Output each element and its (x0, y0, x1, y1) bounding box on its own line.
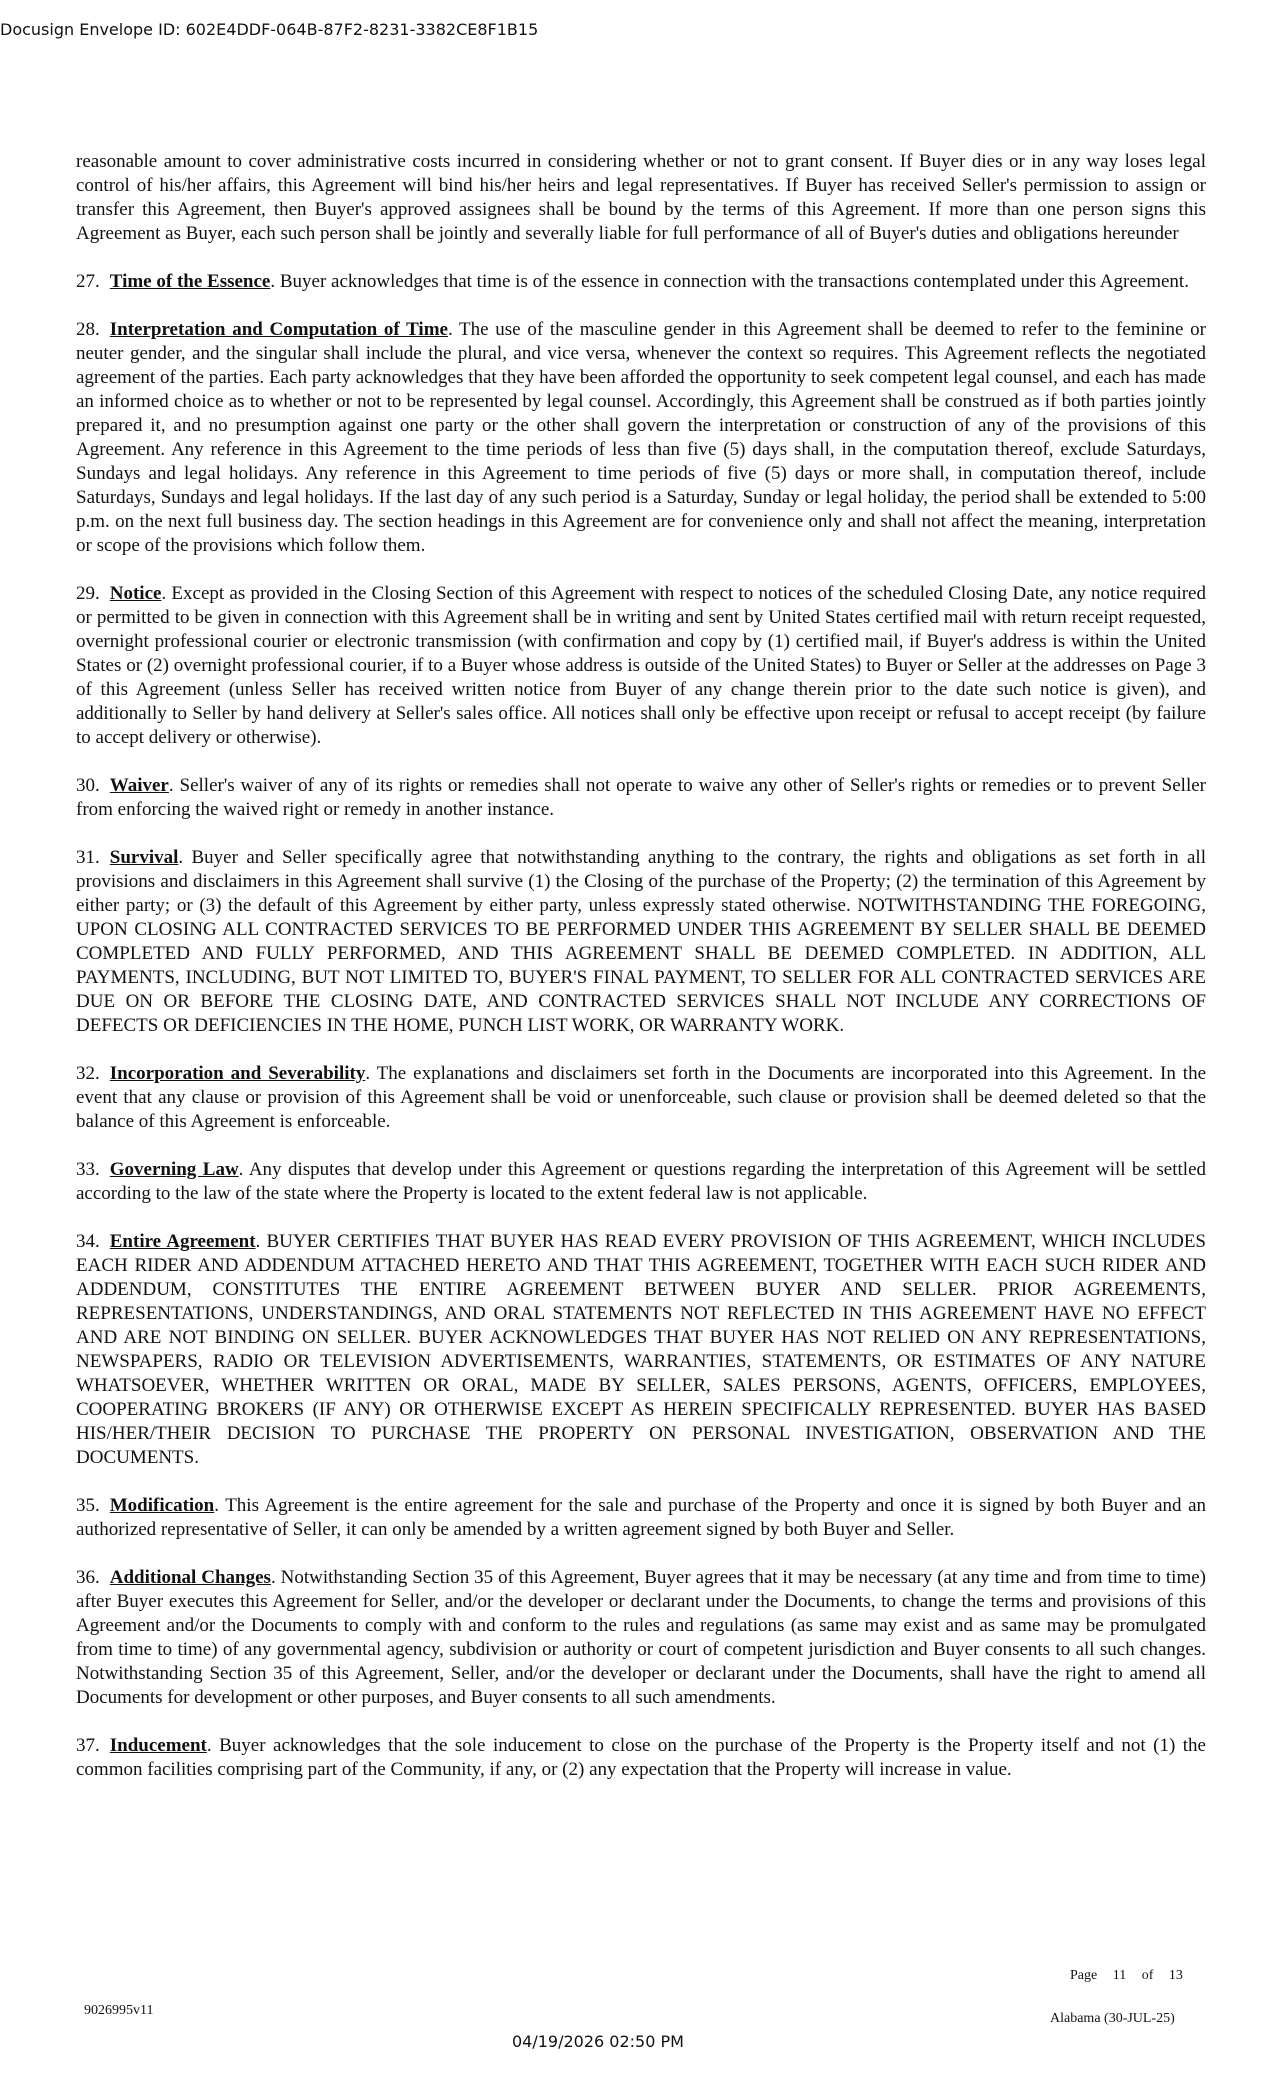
section-text: . Seller's waiver of any of its rights or remedies shall not operate to waive any other of Seller's rights or remedies or to prevent Seller from enforcing the waived right or remedy in another instance. (76, 775, 1206, 820)
section-paragraph (76, 318, 1206, 558)
section-number: 28. (76, 319, 100, 340)
section-number: 30. (76, 775, 100, 796)
section-paragraph (76, 1734, 1206, 1782)
envelope-id: Docusign Envelope ID: 602E4DDF-064B-87F2-8231-3382CE8F1B15 (0, 20, 539, 39)
section-text: . Any disputes that develop under this Agreement or questions regarding the interpretation of this Agreement will be settled according to the law of the state where the Property is located to the extent federal law is not applicable. (76, 1159, 1206, 1204)
section-heading: Inducement (109, 1735, 207, 1756)
section-paragraph (76, 1230, 1206, 1470)
section-text: . Notwithstanding Section 35 of this Agreement, Buyer agrees that it may be necessary (at any time and from time to time) after Buyer executes this Agreement for Seller, and/or the developer or declarant under the Documents, to change the terms and provisions of this Agreement and/or the Documents to comply with and conform to the rules and regulations (as same may exist and as same may be promulgated from time to time) of any governmental agency, subdivision or authority or court of competent jurisdiction and Buyer consents to all such changes. Notwithstanding Section 35 of this Agreement, Seller, and/or the developer or declarant under the Documents, shall have the right to amend all Documents for development or other purposes, and Buyer consents to all such amendments. (76, 1567, 1206, 1708)
section-heading: Notice (109, 583, 162, 604)
section-heading: Additional Changes (109, 1567, 271, 1588)
section-paragraph (76, 1494, 1206, 1542)
page-of: of (1141, 1968, 1154, 1983)
section-text: . Buyer acknowledges that the sole inducement to close on the purchase of the Property is the Property itself and not (1) the common facilities comprising part of the Community, if any, or (2) any expectation that the Property will increase in value. (76, 1735, 1206, 1780)
sections-list (76, 270, 1206, 1782)
section-number: 31. (76, 847, 100, 868)
section-text: . Buyer and Seller specifically agree that notwithstanding anything to the contrary, the rights and obligations as set forth in all provisions and disclaimers in this Agreement shall survive (1) the Closing of the purchase of the Property; (2) the termination of this Agreement by either party; or (3) the default of this Agreement by either party, unless expressly stated otherwise. NOTWITHSTANDING THE FOREGOING, UPON CLOSING ALL CONTRACTED SERVICES TO BE PERFORMED UNDER THIS AGREEMENT BY SELLER SHALL BE DEEMED COMPLETED AND FULLY PERFORMED, AND THIS AGREEMENT SHALL BE DEEMED COMPLETED. IN ADDITION, ALL PAYMENTS, INCLUDING, BUT NOT LIMITED TO, BUYER'S FINAL PAYMENT, TO SELLER FOR ALL CONTRACTED SERVICES ARE DUE ON OR BEFORE THE CLOSING DATE, AND CONTRACTED SERVICES SHALL NOT INCLUDE ANY CORRECTIONS OF DEFECTS OR DEFICIENCIES IN THE HOME, PUNCH LIST WORK, OR WARRANTY WORK. (76, 847, 1206, 1036)
state-version: Alabama (30-JUL-25) (1050, 2011, 1175, 2026)
section-paragraph (76, 270, 1206, 294)
section-heading: Incorporation and Severability (109, 1063, 366, 1084)
section-paragraph (76, 774, 1206, 822)
section-paragraph (76, 582, 1206, 750)
section-heading: Survival (109, 847, 179, 868)
section-text: . The use of the masculine gender in this Agreement shall be deemed to refer to the feminine or neuter gender, and the singular shall include the plural, and vice versa, whenever the context so requires. This Agreement reflects the negotiated agreement of the parties. Each party acknowledges that they have been afforded the opportunity to seek competent legal counsel, and each has made an informed choice as to whether or not to be represented by legal counsel. Accordingly, this Agreement shall be construed as if both parties jointly prepared it, and no presumption against one party or the other shall govern the interpretation or construction of any of the provisions of this Agreement. Any reference in this Agreement to the time periods of less than five (5) days shall, in the computation thereof, exclude Saturdays, Sundays and legal holidays. Any reference in this Agreement to time periods of five (5) days or more shall, in computation thereof, include Saturdays, Sundays and legal holidays. If the last day of any such period is a Saturday, Sunday or legal holiday, the period shall be extended to 5:00 p.m. on the next full business day. The section headings in this Agreement are for convenience only and shall not affect the meaning, interpretation or scope of the provisions which follow them. (76, 319, 1206, 556)
signed-timestamp: 04/19/2026 02:50 PM (512, 2032, 684, 2051)
section-heading: Interpretation and Computation of Time (109, 319, 448, 340)
page-current: 11 (1112, 1968, 1127, 1983)
intro-paragraph: reasonable amount to cover administrative costs incurred in considering whether or not to grant consent. If Buyer dies or in any way loses legal control of his/her affairs, this Agreement will bind his/her heirs and legal representatives. If Buyer has received Seller's permission to assign or transfer this Agreement, then Buyer's approved assignees shall be bound by the terms of this Agreement. If more than one person signs this Agreement as Buyer, each such person shall be jointly and severally liable for full performance of all of Buyer's duties and obligations hereunder (76, 151, 1206, 244)
section-text: . This Agreement is the entire agreement for the sale and purchase of the Property and once it is signed by both Buyer and an authorized representative of Seller, it can only be amended by a written agreement signed by both Buyer and Seller. (76, 1495, 1206, 1540)
section-text: . BUYER CERTIFIES THAT BUYER HAS READ EVERY PROVISION OF THIS AGREEMENT, WHICH INCLUDES EACH RIDER AND ADDENDUM ATTACHED HERETO AND THAT THIS AGREEMENT, TOGETHER WITH EACH SUCH RIDER AND ADDENDUM, CONSTITUTES THE ENTIRE AGREEMENT BETWEEN BUYER AND SELLER. PRIOR AGREEMENTS, REPRESENTATIONS, UNDERSTANDINGS, AND ORAL STATEMENTS NOT REFLECTED IN THIS AGREEMENT HAVE NO EFFECT AND ARE NOT BINDING ON SELLER. BUYER ACKNOWLEDGES THAT BUYER HAS NOT RELIED ON ANY REPRESENTATIONS, NEWSPAPERS, RADIO OR TELEVISION ADVERTISEMENTS, WARRANTIES, STATEMENTS, OR ESTIMATES OF ANY NATURE WHATSOEVER, WHETHER WRITTEN OR ORAL, MADE BY SELLER, SALES PERSONS, AGENTS, OFFICERS, EMPLOYEES, COOPERATING BROKERS (IF ANY) OR OTHERWISE EXCEPT AS HEREIN SPECIFICALLY REPRESENTED. BUYER HAS BASED HIS/HER/THEIR DECISION TO PURCHASE THE PROPERTY ON PERSONAL INVESTIGATION, OBSERVATION AND THE DOCUMENTS. (76, 1231, 1206, 1468)
section-text: . Except as provided in the Closing Section of this Agreement with respect to notices of the scheduled Closing Date, any notice required or permitted to be given in connection with this Agreement shall be in writing and sent by United States certified mail with return receipt requested, overnight professional courier or electronic transmission (with confirmation and copy by (1) certified mail, if Buyer's address is within the United States or (2) overnight professional courier, if to a Buyer whose address is outside of the United States) to Buyer or Seller at the addresses on Page 3 of this Agreement (unless Seller has received written notice from Buyer of any change therein prior to the date such notice is given), and additionally to Seller by hand delivery at Seller's sales office. All notices shall only be effective upon receipt or refusal to accept receipt (by failure to accept delivery or otherwise). (76, 583, 1206, 748)
section-number: 34. (76, 1231, 100, 1252)
section-heading: Governing Law (109, 1159, 239, 1180)
section-paragraph (76, 846, 1206, 1038)
page-number (1070, 1968, 1183, 1984)
section-paragraph (76, 1566, 1206, 1710)
section-number: 37. (76, 1735, 100, 1756)
page-label: Page (1070, 1968, 1098, 1983)
section-heading: Waiver (109, 775, 169, 796)
section-heading: Time of the Essence (109, 271, 271, 292)
section-text: . The explanations and disclaimers set forth in the Documents are incorporated into this Agreement. In the event that any clause or provision of this Agreement shall be void or unenforceable, such clause or provision shall be deemed deleted so that the balance of this Agreement is enforceable. (76, 1063, 1207, 1132)
section-number: 27. (76, 271, 100, 292)
agreement-body (76, 150, 1206, 1782)
section-number: 33. (76, 1159, 100, 1180)
section-heading: Modification (109, 1495, 215, 1516)
section-heading: Entire Agreement (109, 1231, 256, 1252)
section-number: 35. (76, 1495, 100, 1516)
section-number: 36. (76, 1567, 100, 1588)
section-number: 32. (76, 1063, 100, 1084)
section-number: 29. (76, 583, 100, 604)
section-text: . Buyer acknowledges that time is of the essence in connection with the transactions contemplated under this Agreement. (270, 271, 1189, 292)
section-paragraph (76, 1158, 1206, 1206)
section-paragraph (76, 1062, 1206, 1134)
document-id: 9026995v11 (84, 2003, 154, 2018)
page-total: 13 (1168, 1968, 1183, 1983)
